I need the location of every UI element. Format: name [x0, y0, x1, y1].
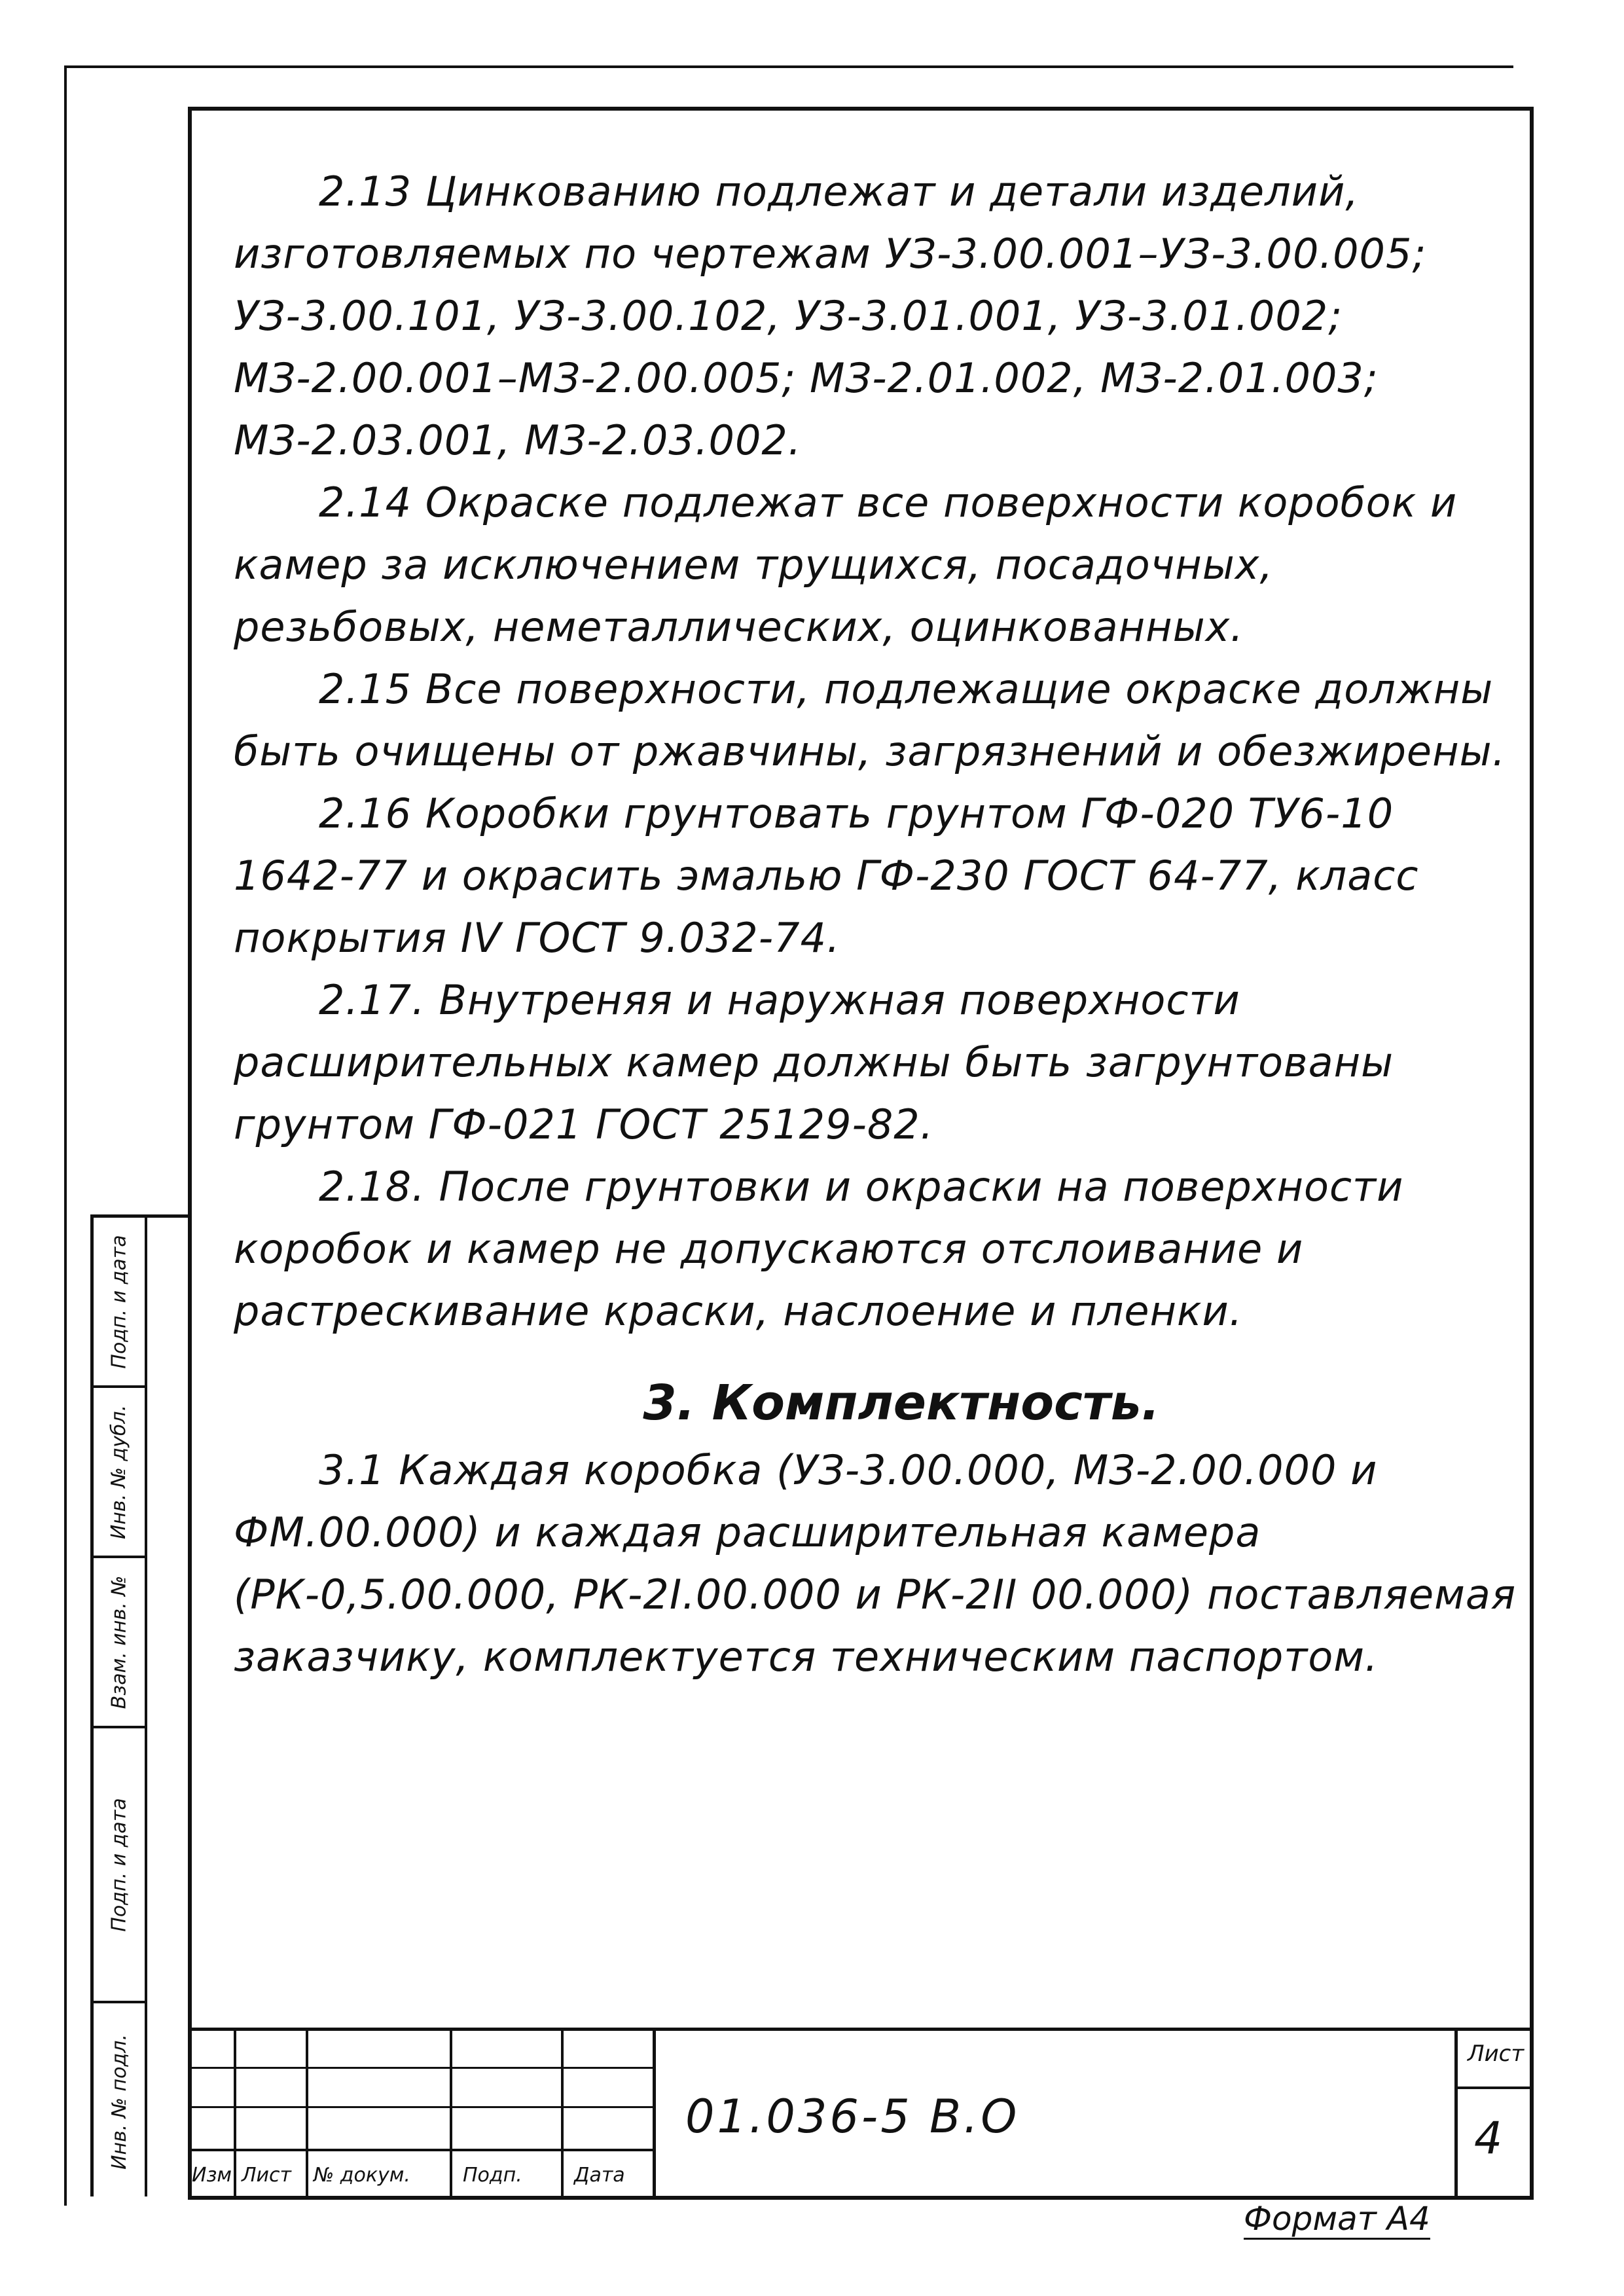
title-block	[188, 2028, 1534, 2200]
title-block-col-line-3	[450, 2028, 452, 2200]
paragraph-2-15: 2.15 Все поверхности, подлежащие окраске должны быть очищены от ржавчины, загрязнений и обезжирены.	[234, 665, 1506, 775]
section-title: 3. Комплектность.	[643, 1375, 1160, 1431]
title-block-col-line-5	[653, 2028, 656, 2200]
paragraph-2-17: 2.17. Внутреняя и наружная поверхности расширительных камер должны быть загрунтованы грунтом ГФ-021 ГОСТ 25129-82.	[234, 976, 1394, 1148]
column-label-change: Изм	[192, 2164, 232, 2187]
title-block-sheet-line	[1454, 2086, 1534, 2089]
document-body	[234, 160, 1517, 1688]
sidebar-cell-orig-inv: Инв. № подл.	[107, 2033, 131, 2170]
title-block-col-line-1	[234, 2028, 236, 2200]
sidebar-divider	[145, 1218, 147, 2196]
title-block-col-line-4	[561, 2028, 564, 2200]
title-block-row-line-1	[188, 2067, 653, 2069]
paragraph-2-18: 2.18. После грунтовки и окраски на поверхности коробок и камер не допускаются отслоивание и растрескивание краски, наслоение и пленки.	[234, 1163, 1404, 1335]
title-block-col-line-6	[1454, 2028, 1458, 2200]
paragraph-2-14: 2.14 Окраске подлежат все поверхности коробок и камер за исключением трущихся, посадочных, резьбовых, неметаллических, оцинкованных.	[234, 479, 1458, 651]
column-label-sheet: Лист	[242, 2164, 292, 2187]
sidebar-cell-replaced-inv: Взам. инв. №	[94, 1558, 145, 1728]
sidebar-cell-sign-date-2: Подп. и дата	[94, 1218, 145, 1388]
approval-sidebar	[90, 1214, 189, 2196]
format-label: Формат А4	[1244, 2200, 1430, 2240]
sheet-number: 4	[1474, 2113, 1503, 2164]
paragraph-2-16: 2.16 Коробки грунтовать грунтом ГФ-020 ТУ6-10 1642-77 и окрасить эмалью ГФ-230 ГОСТ 64-77, класс покрытия IV ГОСТ 9.032-74.	[234, 790, 1419, 962]
title-block-row-line-3	[188, 2149, 653, 2151]
document-code: 01.036-5 В.О	[685, 2090, 1020, 2143]
column-label-signature: Подп.	[463, 2164, 522, 2187]
title-block-row-line-2	[188, 2106, 653, 2108]
paragraph-3-1: 3.1 Каждая коробка (УЗ-3.00.000, МЗ-2.00.000 и ФМ.00.000) и каждая расширительная камера (РК-0,5.00.000, РК-2I.00.000 и РК-2II 00.000) поставляемая заказчику, комплектуется техническим паспортом.	[234, 1446, 1517, 1681]
column-label-doc-number: № докум.	[314, 2164, 410, 2187]
column-label-date: Дата	[574, 2164, 625, 2187]
sidebar-cell-sign-date: Подп. и дата	[94, 1728, 145, 2003]
title-block-top-line	[188, 2028, 1534, 2031]
title-block-col-line-2	[306, 2028, 308, 2200]
sidebar-cell-dup-inv: Инв. № дубл.	[94, 1388, 145, 1558]
paragraph-2-13: 2.13 Цинкованию подлежат и детали изделий, изготовляемых по чертежам УЗ-3.00.001–УЗ-3.00.005; УЗ-3.00.101, УЗ-3.00.102, УЗ-3.01.001, УЗ-3.01.002; МЗ-2.00.001–МЗ-2.00.005; МЗ-2.01.002, МЗ-2.01.003; МЗ-2.03.001, МЗ-2.03.002.	[234, 168, 1427, 464]
sheet-label: Лист	[1468, 2041, 1525, 2067]
